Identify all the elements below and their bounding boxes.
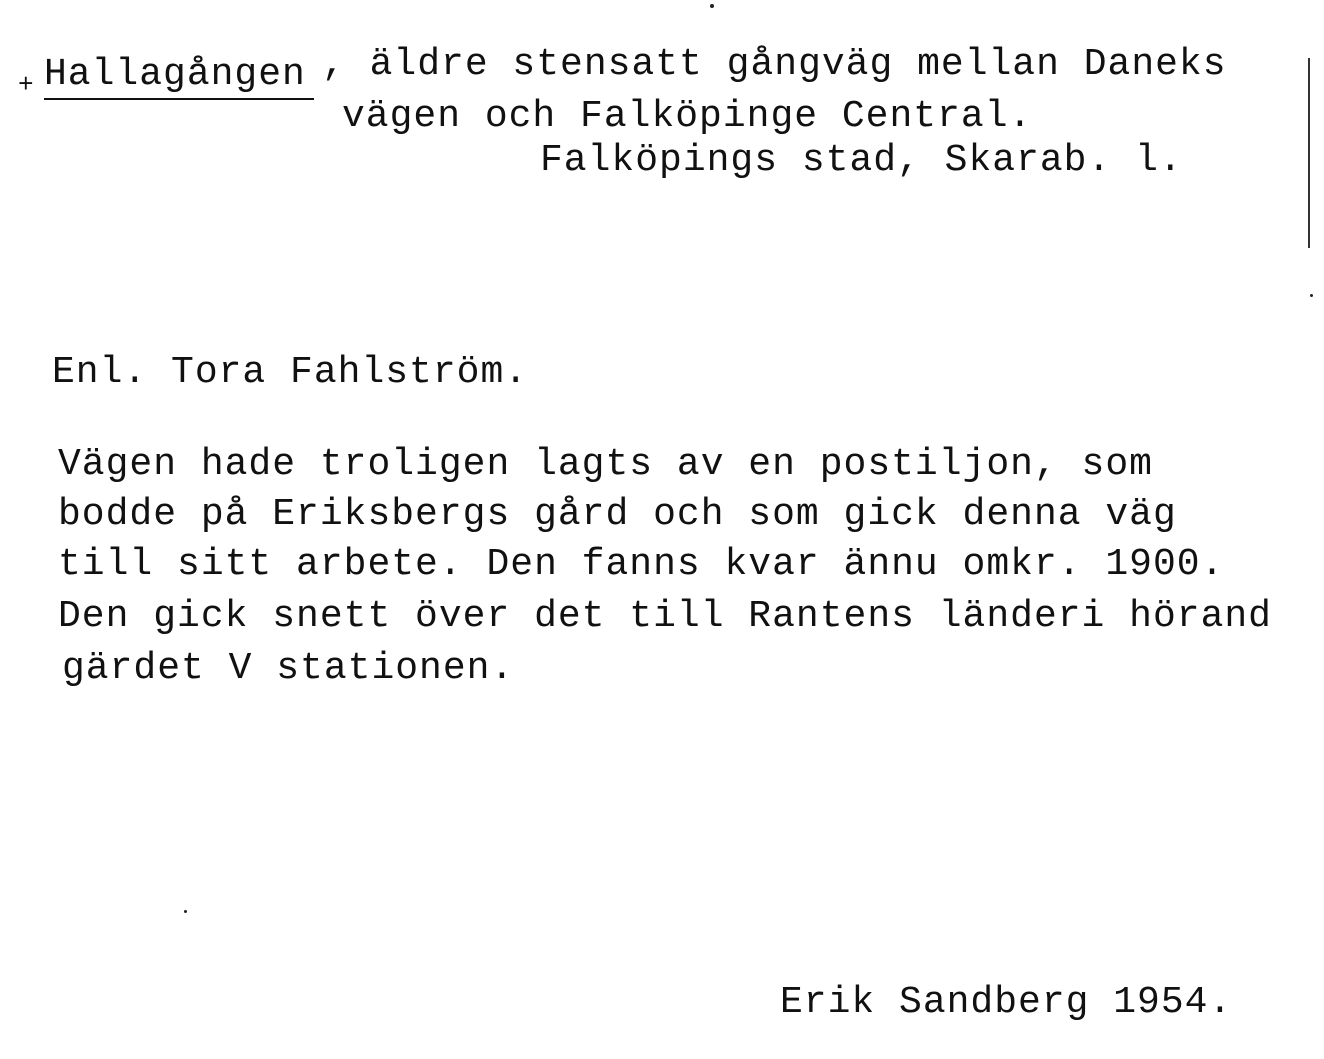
heading-description-line-1: , äldre stensatt gångväg mellan Daneks — [322, 43, 1227, 86]
speck — [184, 910, 187, 913]
card-edge-line — [1308, 58, 1310, 248]
body-line-2: bodde på Eriksbergs gård och som gick denna väg — [58, 493, 1177, 536]
speck — [1310, 294, 1313, 297]
heading-underline — [44, 98, 314, 100]
body-line-1: Vägen hade troligen lagts av en postiljon, som — [58, 443, 1153, 486]
body-line-5: gärdet V stationen. — [62, 647, 515, 690]
cross-marker: + — [18, 70, 34, 100]
signature: Erik Sandberg 1954. — [780, 981, 1233, 1024]
speck — [710, 4, 714, 8]
heading-location: Falköpings stad, Skarab. l. — [540, 139, 1183, 182]
body-line-3: till sitt arbete. Den fanns kvar ännu omkr. 1900. — [58, 543, 1225, 586]
body-line-4: Den gick snett över det till Rantens länderi hörand — [58, 595, 1272, 638]
place-name-heading: Hallagången — [44, 53, 306, 96]
heading-description-line-2: vägen och Falköpinge Central. — [342, 95, 1033, 138]
source-line: Enl. Tora Fahlström. — [52, 351, 529, 394]
